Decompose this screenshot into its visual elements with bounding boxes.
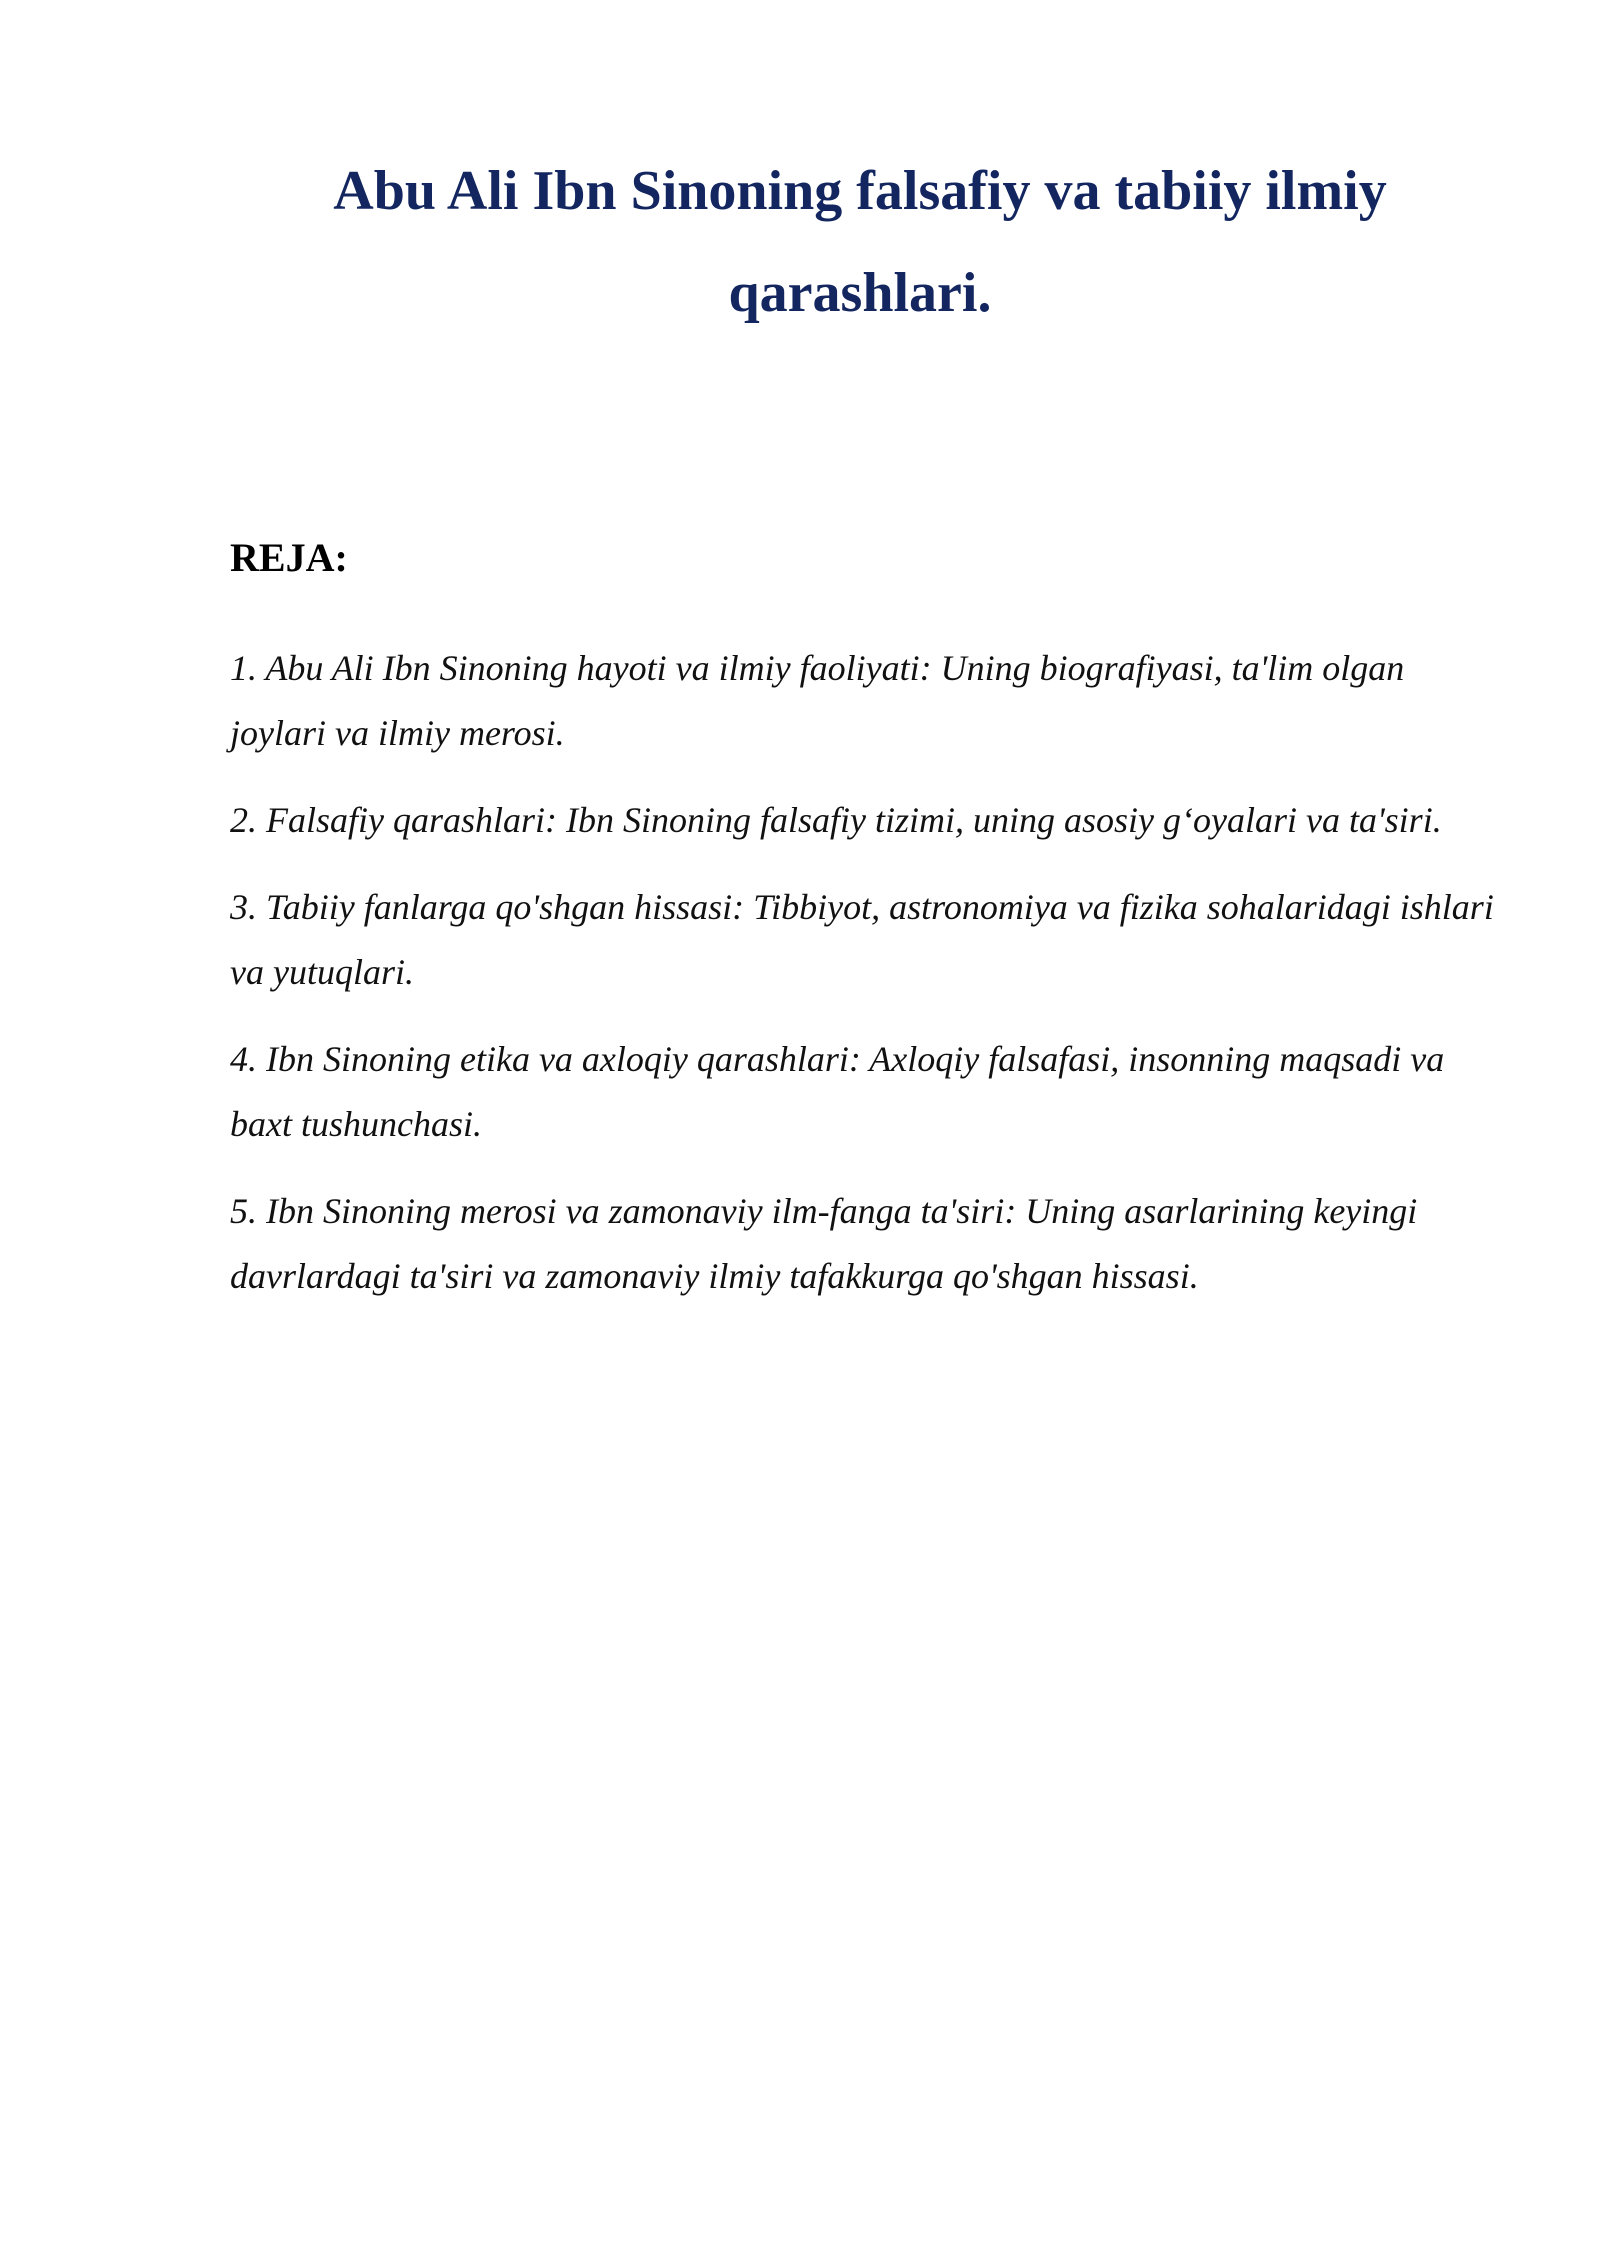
plan-section (230, 522, 1500, 1331)
document-title: Abu Ali Ibn Sinoning falsafiy va tabiiy ilmiy qarashlari. (333, 160, 1387, 324)
plan-item-1: 1. Abu Ali Ibn Sinoning hayoti va ilmiy faoliyati: Uning biografiyasi, ta'lim olgan joylari va ilmiy merosi. (230, 648, 1405, 753)
plan-item-2: 2. Falsafiy qarashlari: Ibn Sinoning falsafiy tizimi, uning asosiy g‘oyalari va ta'siri. (230, 800, 1442, 840)
plan-heading: REJA: (230, 535, 348, 580)
plan-item-5: 5. Ibn Sinoning merosi va zamonaviy ilm-fanga ta'siri: Uning asarlarining keyingi davrlardagi ta'siri va zamonaviy ilmiy tafakkurga qo'shgan hissasi. (230, 1191, 1418, 1296)
plan-item-4: 4. Ibn Sinoning etika va axloqiy qarashlari: Axloqiy falsafasi, insonning maqsadi va baxt tushunchasi. (230, 1039, 1445, 1144)
plan-item-3: 3. Tabiiy fanlarga qo'shgan hissasi: Tibbiyot, astronomiya va fizika sohalaridagi ishlari va yutuqlari. (230, 887, 1494, 992)
plan-list (230, 636, 1500, 1309)
